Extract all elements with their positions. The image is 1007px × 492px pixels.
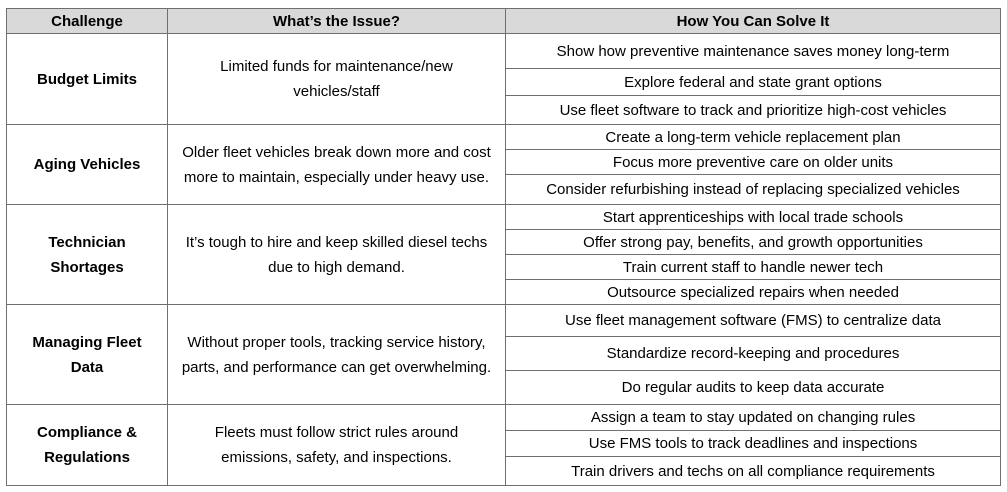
challenges-table — [6, 8, 1001, 486]
solution-item: Consider refurbishing instead of replacing specialized vehicles — [546, 181, 960, 198]
table-row — [7, 305, 1000, 405]
solution-item: Do regular audits to keep data accurate — [621, 379, 885, 396]
issue-cell: Without proper tools, tracking service history, parts, and performance can get overwhelming. — [168, 305, 506, 404]
solution-item: Use fleet management software (FMS) to centralize data — [506, 305, 1000, 337]
header-solutions — [506, 9, 1000, 33]
solution-item: Train drivers and techs on all compliance requirements — [571, 462, 935, 480]
challenge-cell: Technician Shortages — [7, 205, 168, 304]
solution-item: Create a long-term vehicle replacement plan — [506, 125, 1000, 150]
solutions-cell — [506, 305, 1000, 404]
solutions-cell — [506, 125, 1000, 204]
challenge-cell: Aging Vehicles — [7, 125, 168, 204]
header-issue: What’s the Issue? — [168, 9, 506, 33]
table-header-row — [7, 9, 1000, 34]
solutions-cell — [506, 205, 1000, 304]
issue-cell: It’s tough to hire and keep skilled diesel techs due to high demand. — [168, 205, 506, 304]
solution-item: Offer strong pay, benefits, and growth opportunities — [506, 230, 1000, 255]
table-row — [7, 405, 1000, 485]
solution-item: Outsource specialized repairs when needed — [607, 283, 899, 301]
solution-item: Explore federal and state grant options — [506, 69, 1000, 96]
solutions-cell — [506, 405, 1000, 485]
header-challenge: Challenge — [7, 9, 168, 33]
solution-item: Train current staff to handle newer tech — [506, 255, 1000, 280]
table-row — [7, 205, 1000, 305]
table-row — [7, 125, 1000, 205]
challenge-cell: Managing Fleet Data — [7, 305, 168, 404]
solutions-cell — [506, 34, 1000, 124]
solution-item: Use fleet software to track and prioritize high-cost vehicles — [559, 101, 947, 119]
solution-item: Start apprenticeships with local trade schools — [506, 205, 1000, 230]
solution-item: Assign a team to stay updated on changing rules — [506, 405, 1000, 431]
table-row — [7, 34, 1000, 125]
issue-cell: Older fleet vehicles break down more and cost more to maintain, especially under heavy use. — [168, 125, 506, 204]
issue-cell: Limited funds for maintenance/new vehicles/staff — [168, 34, 506, 124]
issue-cell: Fleets must follow strict rules around emissions, safety, and inspections. — [168, 405, 506, 485]
solution-item: Focus more preventive care on older units — [506, 150, 1000, 175]
challenge-cell: Compliance & Regulations — [7, 405, 168, 485]
solution-item: Show how preventive maintenance saves money long-term — [506, 34, 1000, 69]
header-solutions-label: How You Can Solve It — [676, 12, 830, 30]
solution-item: Standardize record-keeping and procedures — [506, 337, 1000, 371]
solution-item: Use FMS tools to track deadlines and inspections — [506, 431, 1000, 457]
challenge-cell: Budget Limits — [7, 34, 168, 124]
